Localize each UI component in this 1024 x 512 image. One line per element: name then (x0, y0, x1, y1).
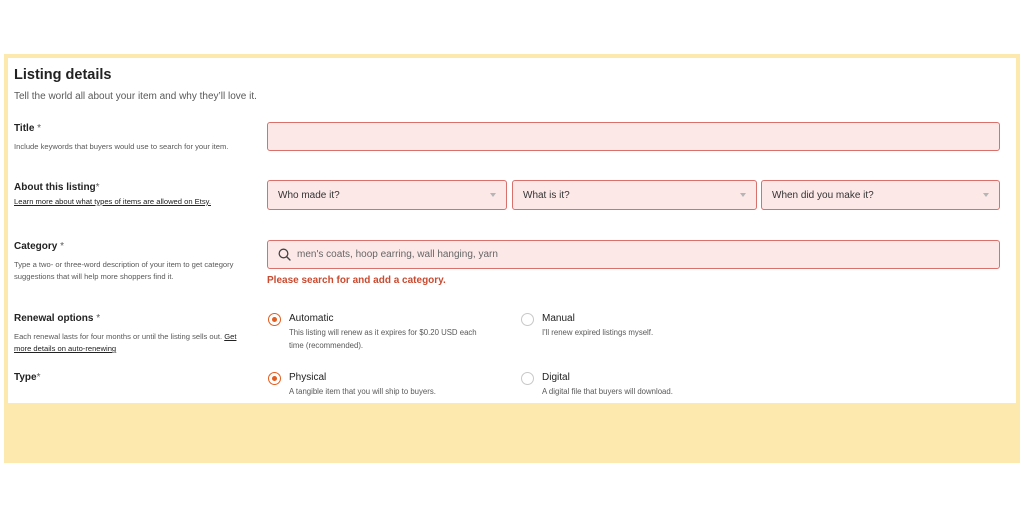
category-error: Please search for and add a category. (267, 275, 446, 286)
about-help (14, 196, 236, 208)
type-label-text: Type (14, 372, 37, 383)
title-label (14, 123, 41, 134)
what-is-it-select[interactable] (512, 180, 757, 210)
renewal-help-text: Each renewal lasts for four months or until the listing sells out. (14, 332, 223, 341)
type-required-mark: * (36, 372, 41, 383)
type-physical-label[interactable]: Physical (289, 372, 327, 383)
renewal-required-mark: * (96, 313, 101, 324)
who-made-select[interactable] (267, 180, 507, 210)
renewal-manual-radio[interactable] (521, 313, 534, 326)
type-digital-radio[interactable] (521, 372, 534, 385)
type-physical-radio[interactable] (268, 372, 281, 385)
about-required-mark: * (95, 182, 100, 193)
search-icon (278, 248, 291, 261)
section-title: Listing details (14, 67, 112, 83)
when-made-select[interactable] (761, 180, 1000, 210)
chevron-down-icon (983, 193, 989, 197)
renewal-manual-label[interactable]: Manual (542, 313, 575, 324)
category-search-box[interactable] (267, 240, 1000, 269)
category-label (14, 241, 64, 252)
renewal-automatic-radio[interactable] (268, 313, 281, 326)
about-label-text: About this listing (14, 182, 96, 193)
section-subtitle: Tell the world all about your item and why they’ll love it. (14, 91, 257, 102)
auto-renew-link[interactable]: Get more details on auto-renewing (14, 332, 237, 353)
title-required-mark: * (37, 123, 42, 134)
type-digital-label[interactable]: Digital (542, 372, 570, 383)
renewal-automatic-desc: This listing will renew as it expires for $0.20 USD each time (recommended). (289, 328, 477, 350)
renewal-label-text: Renewal options (14, 313, 94, 324)
about-label (14, 182, 100, 193)
type-label (14, 372, 41, 383)
category-help: Type a two- or three-word description of your item to get category suggestions that will help more shoppers find it. (14, 260, 234, 281)
chevron-down-icon (490, 193, 496, 197)
title-help: Include keywords that buyers would use to search for your item. (14, 142, 229, 151)
renewal-automatic-label[interactable]: Automatic (289, 313, 334, 324)
when-made-placeholder: When did you make it? (772, 189, 874, 201)
type-physical-desc: A tangible item that you will ship to buyers. (289, 387, 436, 396)
who-made-placeholder: Who made it? (278, 189, 340, 201)
renewal-manual-desc: I'll renew expired listings myself. (542, 328, 654, 337)
type-digital-desc: A digital file that buyers will download. (542, 387, 673, 396)
renewal-help (14, 331, 240, 355)
about-help-link[interactable]: Learn more about what types of items are allowed on Etsy. (14, 197, 211, 206)
renewal-label (14, 313, 100, 324)
what-is-it-placeholder: What is it? (523, 189, 570, 201)
category-required-mark: * (60, 241, 65, 252)
title-label-text: Title (14, 123, 35, 134)
title-input[interactable] (267, 122, 1000, 151)
category-search-input[interactable] (297, 249, 977, 260)
category-label-text: Category (14, 241, 58, 252)
chevron-down-icon (740, 193, 746, 197)
